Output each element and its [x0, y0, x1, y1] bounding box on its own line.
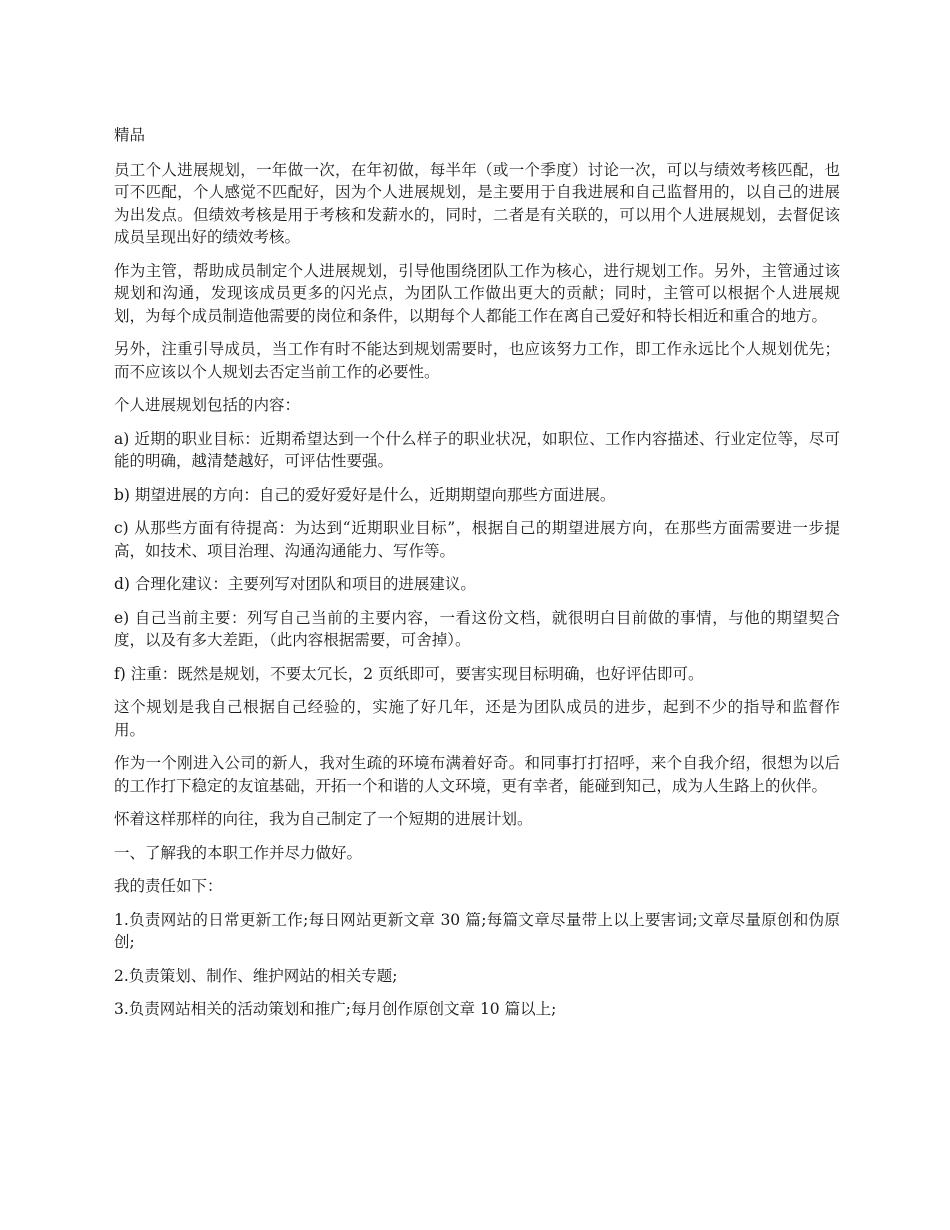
paragraph-responsibilities-heading: 我的责任如下：	[114, 877, 223, 895]
paragraph-intro: 员工个人进展规划，一年做一次，在年初做，每半年（或一个季度）讨论一次，可以与绩效考核匹配，也可不匹配，个人感觉不匹配好，因为个人进展规划，是主要用于自我进展和自己监督用的，以自己的进展为出发点。但绩效考核是用于考核和发薪水的，同时，二者是有关联的，可以用个人进展规划，去督促该成员呈现出好的绩效考核。	[114, 160, 840, 246]
list-item-c: c) 从那些方面有待提高：为达到“近期职业目标”，根据自己的期望进展方向，在那些方面需要进一步提高，如技术、项目治理、沟通沟通能力、写作等。	[114, 519, 840, 560]
paragraph-plan-intro: 怀着这样那样的向往，我为自己制定了一个短期的进展计划。	[114, 810, 533, 828]
list-item-d: d) 合理化建议：主要列写对团队和项目的进展建议。	[114, 575, 476, 593]
list-item-a: a) 近期的职业目标：近期希望达到一个什么样子的职业状况，如职位、工作内容描述、行业定位等，尽可能的明确，越清楚越好，可评估性要强。	[114, 429, 840, 470]
paragraph-contents-heading: 个人进展规划包括的内容：	[114, 396, 301, 414]
document-header: 精品	[114, 126, 146, 144]
list-item-f: f) 注重：既然是规划，不要太冗长，2 页纸即可，要害实现目标明确，也好评估即可。	[114, 664, 704, 683]
paragraph-newcomer: 作为一个刚进入公司的新人，我对生疏的环境布满着好奇。和同事打打招呼，来个自我介绍，很想为以后的工作打下稳定的友谊基础，开拓一个和谐的人文环境，更有幸者，能碰到知己，成为人生路上的伙伴。	[114, 754, 840, 795]
list-item-e: e) 自己当前主要：列写自己当前的主要内容，一看这份文档，就很明白目前做的事情，与他的期望契合度，以及有多大差距，（此内容根据需要，可舍掉）。	[114, 608, 840, 649]
paragraph-experience: 这个规划是我自己根据自己经验的，实施了好几年，还是为团队成员的进步，起到不少的指导和监督作用。	[114, 698, 840, 739]
section-heading-one: 一、了解我的本职工作并尽力做好。	[114, 843, 363, 862]
responsibility-item-2: 2.负责策划、制作、维护网站的相关专题;	[114, 966, 398, 985]
paragraph-manager-role: 作为主管，帮助成员制定个人进展规划，引导他围绕团队工作为核心，进行规划工作。另外，主管通过该规划和沟通，发现该成员更多的闪光点，为团队工作做出更大的贡献；同时，主管可以根据个人进展规划，为每个成员制造他需要的岗位和条件，以期每个人都能工作在离自己爱好和特长相近和重合的地方。	[114, 261, 840, 325]
paragraph-guidance: 另外，注重引导成员，当工作有时不能达到规划需要时，也应该努力工作，即工作永远比个人规划优先；而不应该以个人规划去否定当前工作的必要性。	[114, 340, 840, 381]
document-page	[114, 124, 840, 1032]
responsibility-item-1: 1.负责网站的日常更新工作;每日网站更新文章 30 篇;每篇文章尽量带上以上要害词;文章尽量原创和伪原创;	[114, 910, 840, 951]
list-item-b: b) 期望进展的方向：自己的爱好爱好是什么，近期期望向那些方面进展。	[114, 485, 616, 504]
responsibility-item-3: 3.负责网站相关的活动策划和推广;每月创作原创文章 10 篇以上;	[114, 1000, 557, 1018]
